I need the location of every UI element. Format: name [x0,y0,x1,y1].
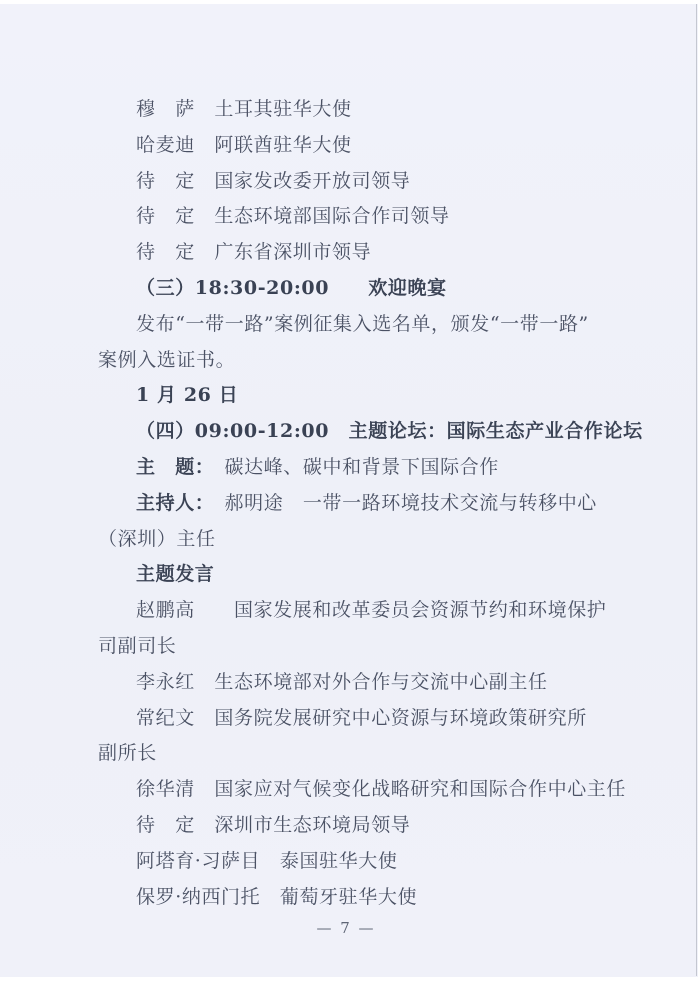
text-segment: 副所长 [98,742,157,765]
text-segment: 阿塔育·习萨目 泰国驻华大使 [136,849,398,872]
doc-line [98,880,658,916]
text-segment: 1 月 26 日 [136,384,239,407]
text-segment: 司副司长 [98,634,177,657]
text-segment: （四）09:00-12:00 主题论坛：国际生态产业合作论坛 [136,420,643,443]
text-segment: 保罗·纳西门托 葡萄牙驻华大使 [136,885,418,908]
text-segment: （深圳）主任 [98,527,216,550]
text-segment: 待 定 生态环境部国际合作司领导 [136,205,450,228]
doc-line [98,235,658,271]
text-segment: 哈麦迪 阿联酋驻华大使 [136,133,352,156]
doc-line [98,343,658,379]
doc-line [98,772,658,808]
doc-line [98,593,658,629]
text-segment: 郝明途 一带一路环境技术交流与转移中心 [204,491,597,514]
doc-line [98,199,658,235]
text-segment: 主持人： [136,491,205,514]
document-body [98,92,658,915]
doc-line [98,307,658,343]
doc-line [98,522,658,558]
doc-line [98,92,658,128]
text-segment: 待 定 国家发改委开放司领导 [136,169,411,192]
text-segment: 李永红 生态环境部对外合作与交流中心副主任 [136,670,548,693]
page-number: — 7 — [316,919,376,937]
doc-line [98,450,658,486]
scan-edge-line [696,4,697,976]
doc-line [98,164,658,200]
doc-line [98,414,658,450]
text-segment: 主题发言 [136,563,215,586]
text-segment: 发布“一带一路”案例征集入选名单，颁发“一带一路” [136,312,589,335]
text-segment: 待 定 深圳市生态环境局领导 [136,813,411,836]
doc-line [98,378,658,414]
doc-line [98,271,658,307]
doc-line [98,557,658,593]
text-segment: 常纪文 国务院发展研究中心资源与环境政策研究所 [136,706,587,729]
text-segment: 碳达峰、碳中和背景下国际合作 [204,455,499,478]
text-segment: 案例入选证书。 [98,348,236,371]
doc-line [98,808,658,844]
doc-line [98,486,658,522]
text-segment: 徐华清 国家应对气候变化战略研究和国际合作中心主任 [136,778,627,801]
doc-line [98,736,658,772]
doc-line [98,844,658,880]
doc-line [98,629,658,665]
scanned-page [0,4,698,977]
text-segment: 待 定 广东省深圳市领导 [136,241,372,264]
text-segment: 赵鹏高 国家发展和改革委员会资源节约和环境保护 [136,599,607,622]
text-segment: 穆 萨 土耳其驻华大使 [136,98,352,120]
text-segment: （三）18:30-20:00 欢迎晚宴 [136,276,447,299]
text-segment: 主 题： [136,455,205,478]
doc-line [98,665,658,701]
doc-line [98,128,658,164]
doc-line [98,701,658,737]
